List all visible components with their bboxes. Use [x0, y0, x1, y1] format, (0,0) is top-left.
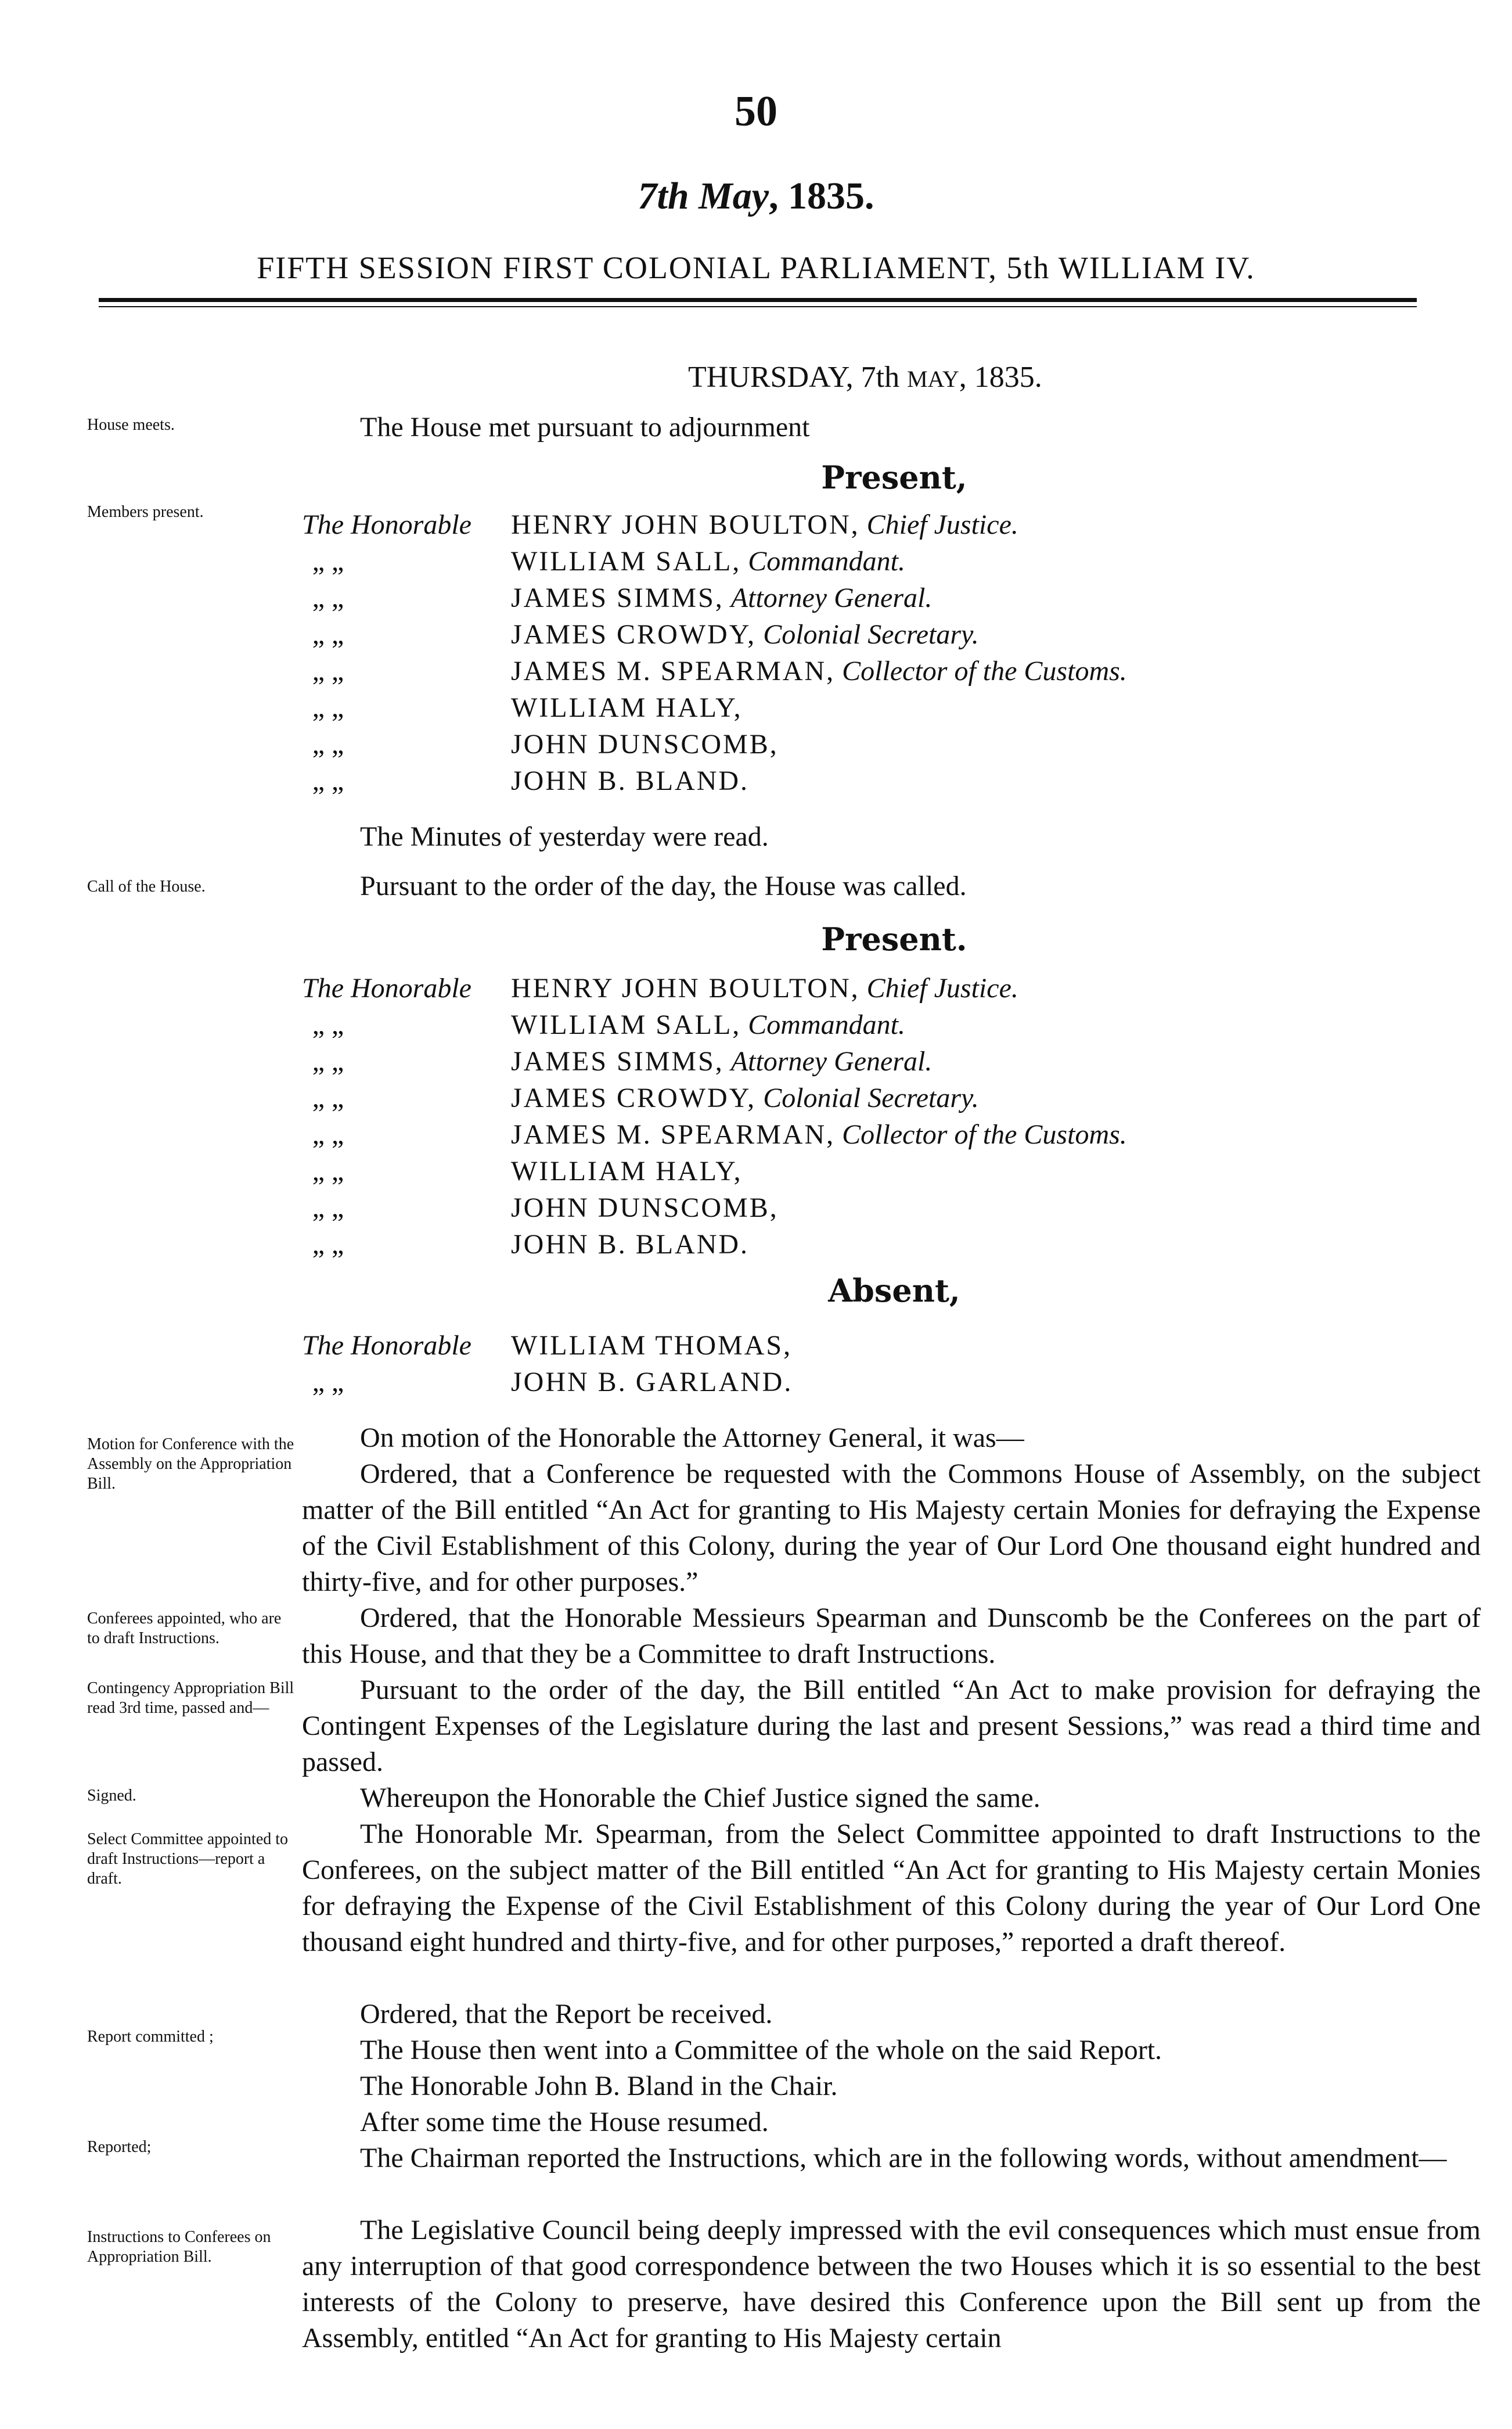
paragraph-chair	[302, 2068, 1481, 2104]
member-name: JAMES CROWDY,	[511, 1083, 757, 1113]
member-row	[302, 616, 1127, 653]
paragraph-report-received	[302, 1996, 1481, 2032]
ditto-mark: „ „	[312, 692, 344, 723]
member-title: Colonial Secretary.	[763, 1083, 979, 1113]
member-row	[302, 653, 1127, 689]
member-title: Attorney General.	[730, 583, 933, 613]
margin-note-contingency-bill: Contingency Appropriation Bill read 3rd time, passed and—	[87, 1679, 294, 1717]
paragraph-text: After some time the House resumed.	[360, 2107, 769, 2137]
member-row	[302, 506, 1127, 543]
margin-note-members-present: Members present.	[87, 503, 204, 521]
member-name: JOHN DUNSCOMB,	[511, 1192, 779, 1223]
paragraph-motion	[302, 1420, 1481, 1456]
ditto-mark: „ „	[312, 1046, 344, 1077]
member-title: Chief Justice.	[866, 509, 1018, 540]
paragraph-order-conferees	[302, 1600, 1481, 1672]
ditto-mark: „ „	[312, 1119, 344, 1150]
paragraph-text: The Honorable John B. Bland in the Chair.	[360, 2071, 838, 2101]
header-rule-thick	[99, 298, 1417, 302]
call-line: Pursuant to the order of the day, the House was called.	[360, 871, 967, 901]
present-list-2	[302, 970, 1127, 1263]
day-heading-year: , 1835.	[959, 361, 1042, 394]
member-title: Chief Justice.	[866, 973, 1018, 1004]
ditto-mark: „ „	[312, 729, 344, 760]
member-name: WILLIAM SALL,	[511, 546, 741, 577]
member-row	[302, 1080, 1127, 1116]
member-name: WILLIAM SALL,	[511, 1009, 741, 1040]
margin-note-house-meets: House meets.	[87, 416, 175, 434]
member-title: Collector of the Customs.	[842, 656, 1127, 687]
member-name: JOHN DUNSCOMB,	[511, 729, 779, 760]
member-title: Commandant.	[748, 546, 905, 577]
member-row	[302, 1116, 1127, 1153]
member-name: JAMES SIMMS,	[511, 1046, 724, 1077]
paragraph-text: The Chairman reported the Instructions, which are in the following words, without amendment—	[360, 2143, 1447, 2173]
ditto-mark: „ „	[312, 1156, 344, 1187]
member-title: Commandant.	[748, 1009, 905, 1040]
member-row	[302, 970, 1127, 1007]
member-row	[302, 580, 1127, 616]
day-heading	[688, 360, 1042, 394]
honorable-prefix: The Honorable	[302, 1330, 471, 1361]
member-name: JAMES SIMMS,	[511, 583, 724, 613]
member-row	[302, 1364, 793, 1400]
paragraph-text: Whereupon the Honorable the Chief Justice signed the same.	[360, 1783, 1041, 1813]
member-title: Attorney General.	[730, 1046, 933, 1077]
session-heading: FIFTH SESSION FIRST COLONIAL PARLIAMENT, 5th WILLIAM IV.	[257, 250, 1255, 285]
ditto-mark: „ „	[312, 619, 344, 650]
member-name: WILLIAM HALY,	[511, 1156, 743, 1187]
paragraph-text: The Honorable Mr. Spearman, from the Select Committee appointed to draft Instructions to the Conferees, on the subject matter of the Bill entitled “An Act for granting to His Majesty certain Monies for defraying the Expense of the Civil Establishment of this Colony during the year of Our Lord One thousand eight hundred and thirty-five, and for other purposes,” reported a draft thereof.	[302, 1819, 1481, 1957]
paragraph-text: On motion of the Honorable the Attorney General, it was—	[360, 1422, 1024, 1453]
member-name: WILLIAM HALY,	[511, 692, 743, 723]
paragraph-chairman-reported	[302, 2140, 1481, 2176]
day-heading-day: THURSDAY, 7th	[688, 361, 908, 394]
member-title: Colonial Secretary.	[763, 619, 979, 650]
ditto-mark: „ „	[312, 656, 344, 687]
paragraph-text: Ordered, that the Report be received.	[360, 1999, 773, 2029]
member-row	[302, 1153, 1127, 1190]
minutes-line: The Minutes of yesterday were read.	[360, 821, 769, 852]
margin-note-reported: Reported;	[87, 2138, 152, 2156]
ditto-mark: „ „	[312, 546, 344, 577]
member-name: JAMES M. SPEARMAN,	[511, 656, 836, 687]
absent-list	[302, 1327, 793, 1400]
margin-note-conferees: Conferees appointed, who are to draft Instructions.	[87, 1609, 282, 1647]
paragraph-text: The Legislative Council being deeply impressed with the evil consequences which must ensue from any interruption of that good correspondence between the two Houses which it is so essential to the best interests of the Colony to preserve, have desired this Conference upon the Bill sent up from the Assembly, entitled “An Act for granting to His Majesty certain	[302, 2215, 1481, 2353]
margin-note-instructions: Instructions to Conferees on Appropriation Bill.	[87, 2228, 271, 2266]
ditto-mark: „ „	[312, 583, 344, 613]
member-name: JAMES CROWDY,	[511, 619, 757, 650]
margin-note-signed: Signed.	[87, 1787, 136, 1805]
member-row	[302, 726, 1127, 763]
paragraph-text: Ordered, that the Honorable Messieurs Spearman and Dunscomb be the Conferees on the part of this House, and that they be a Committee to draft Instructions.	[302, 1602, 1481, 1669]
paragraph-resumed	[302, 2104, 1481, 2140]
member-name: WILLIAM THOMAS,	[511, 1330, 793, 1361]
header-rule-thin	[99, 306, 1417, 307]
paragraph-select-committee	[302, 1816, 1481, 1960]
member-name: JOHN B. BLAND.	[511, 766, 750, 796]
paragraph-text: Ordered, that a Conference be requested with the Commons House of Assembly, on the subject matter of the Bill entitled “An Act for granting to His Majesty certain Monies for defraying the Expense of the Civil Establishment of this Colony, during the year of Our Lord One thousand eight hundred and thirty-five, and for other purposes.”	[302, 1458, 1481, 1597]
paragraph-text: Pursuant to the order of the day, the Bill entitled “An Act to make provision for defraying the Contingent Expenses of the Legislature during the last and present Sessions,” was read a third time and passed.	[302, 1675, 1481, 1777]
ditto-mark: „ „	[312, 1009, 344, 1040]
member-row	[302, 689, 1127, 726]
member-row	[302, 1043, 1127, 1080]
paragraph-signed	[302, 1780, 1481, 1816]
member-name: HENRY JOHN BOULTON,	[511, 509, 860, 540]
member-name: JAMES M. SPEARMAN,	[511, 1119, 836, 1150]
ditto-mark: „ „	[312, 766, 344, 796]
honorable-prefix: The Honorable	[302, 509, 471, 540]
present-list-1	[302, 506, 1127, 799]
margin-note-report-committed: Report committed ;	[87, 2028, 214, 2046]
honorable-prefix: The Honorable	[302, 973, 471, 1004]
member-row	[302, 1190, 1127, 1226]
member-row	[302, 1226, 1127, 1263]
ditto-mark: „ „	[312, 1192, 344, 1223]
member-row	[302, 1327, 793, 1364]
paragraph-contingency-bill	[302, 1672, 1481, 1780]
paragraph-committee-whole	[302, 2032, 1481, 2068]
ditto-mark: „ „	[312, 1367, 344, 1397]
member-title: Collector of the Customs.	[842, 1119, 1127, 1150]
paragraph-instructions	[302, 2212, 1481, 2356]
paragraph-text: The House then went into a Committee of the whole on the said Report.	[360, 2035, 1162, 2065]
date-day-month: 7th May	[638, 175, 769, 217]
present-heading-2: Present.	[821, 921, 967, 958]
margin-note-select-committee: Select Committee appointed to draft Instructions—report a draft.	[87, 1830, 289, 1888]
day-heading-month: MAY	[907, 366, 959, 392]
member-row	[302, 763, 1127, 799]
member-name: JOHN B. GARLAND.	[511, 1367, 793, 1397]
absent-heading: Absent,	[828, 1272, 960, 1309]
ditto-mark: „ „	[312, 1083, 344, 1113]
present-heading-1: Present,	[821, 459, 967, 496]
margin-note-call-of-house: Call of the House.	[87, 878, 206, 896]
ditto-mark: „ „	[312, 1229, 344, 1260]
member-row	[302, 1007, 1127, 1043]
member-name: JOHN B. BLAND.	[511, 1229, 750, 1260]
member-name: HENRY JOHN BOULTON,	[511, 973, 860, 1004]
page-date	[0, 174, 1512, 218]
met-line: The House met pursuant to adjournment	[360, 412, 810, 443]
date-year: , 1835.	[769, 175, 874, 217]
page-number: 50	[735, 88, 777, 135]
paragraph-order-conference	[302, 1456, 1481, 1600]
margin-note-motion-conference: Motion for Conference with the Assembly on the Appropriation Bill.	[87, 1435, 294, 1493]
member-row	[302, 543, 1127, 580]
